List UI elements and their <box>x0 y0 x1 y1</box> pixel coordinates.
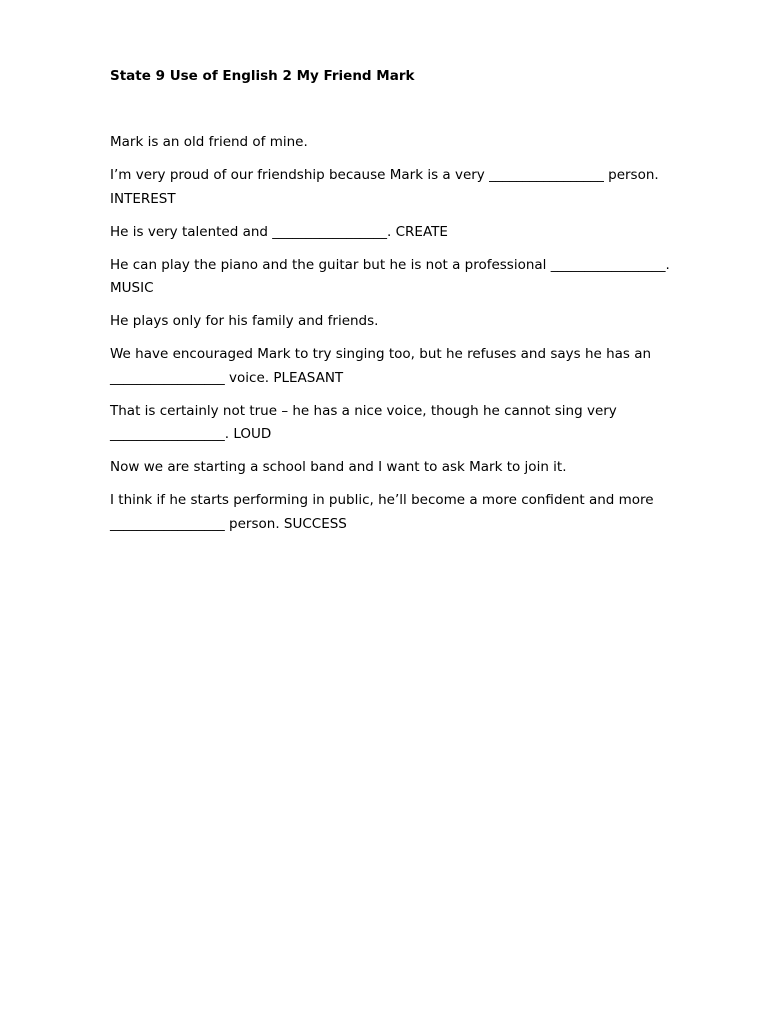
paragraph-1: Mark is an old friend of mine. <box>110 134 308 150</box>
paragraph-7: That is certainly not true – he has a nice voice, though he cannot sing very _________________. LOUD <box>110 402 617 442</box>
paragraph-9: I think if he starts performing in public, he’ll become a more confident and more _________________ person. SUCCESS <box>110 492 654 532</box>
paragraph-6: We have encouraged Mark to try singing too, but he refuses and says he has an _________________ voice. PLEASANT <box>110 346 652 386</box>
document-page <box>110 67 710 546</box>
paragraph-2: I’m very proud of our friendship because Mark is a very _________________ person. INTEREST <box>110 167 659 207</box>
paragraph-8: Now we are starting a school band and I want to ask Mark to join it. <box>110 459 567 475</box>
paragraph-4: He can play the piano and the guitar but he is not a professional _________________. MUSIC <box>110 256 670 296</box>
paragraph-5: He plays only for his family and friends. <box>110 313 379 329</box>
document-title: State 9 Use of English 2 My Friend Mark <box>110 68 415 84</box>
paragraph-3: He is very talented and _________________. CREATE <box>110 223 448 240</box>
